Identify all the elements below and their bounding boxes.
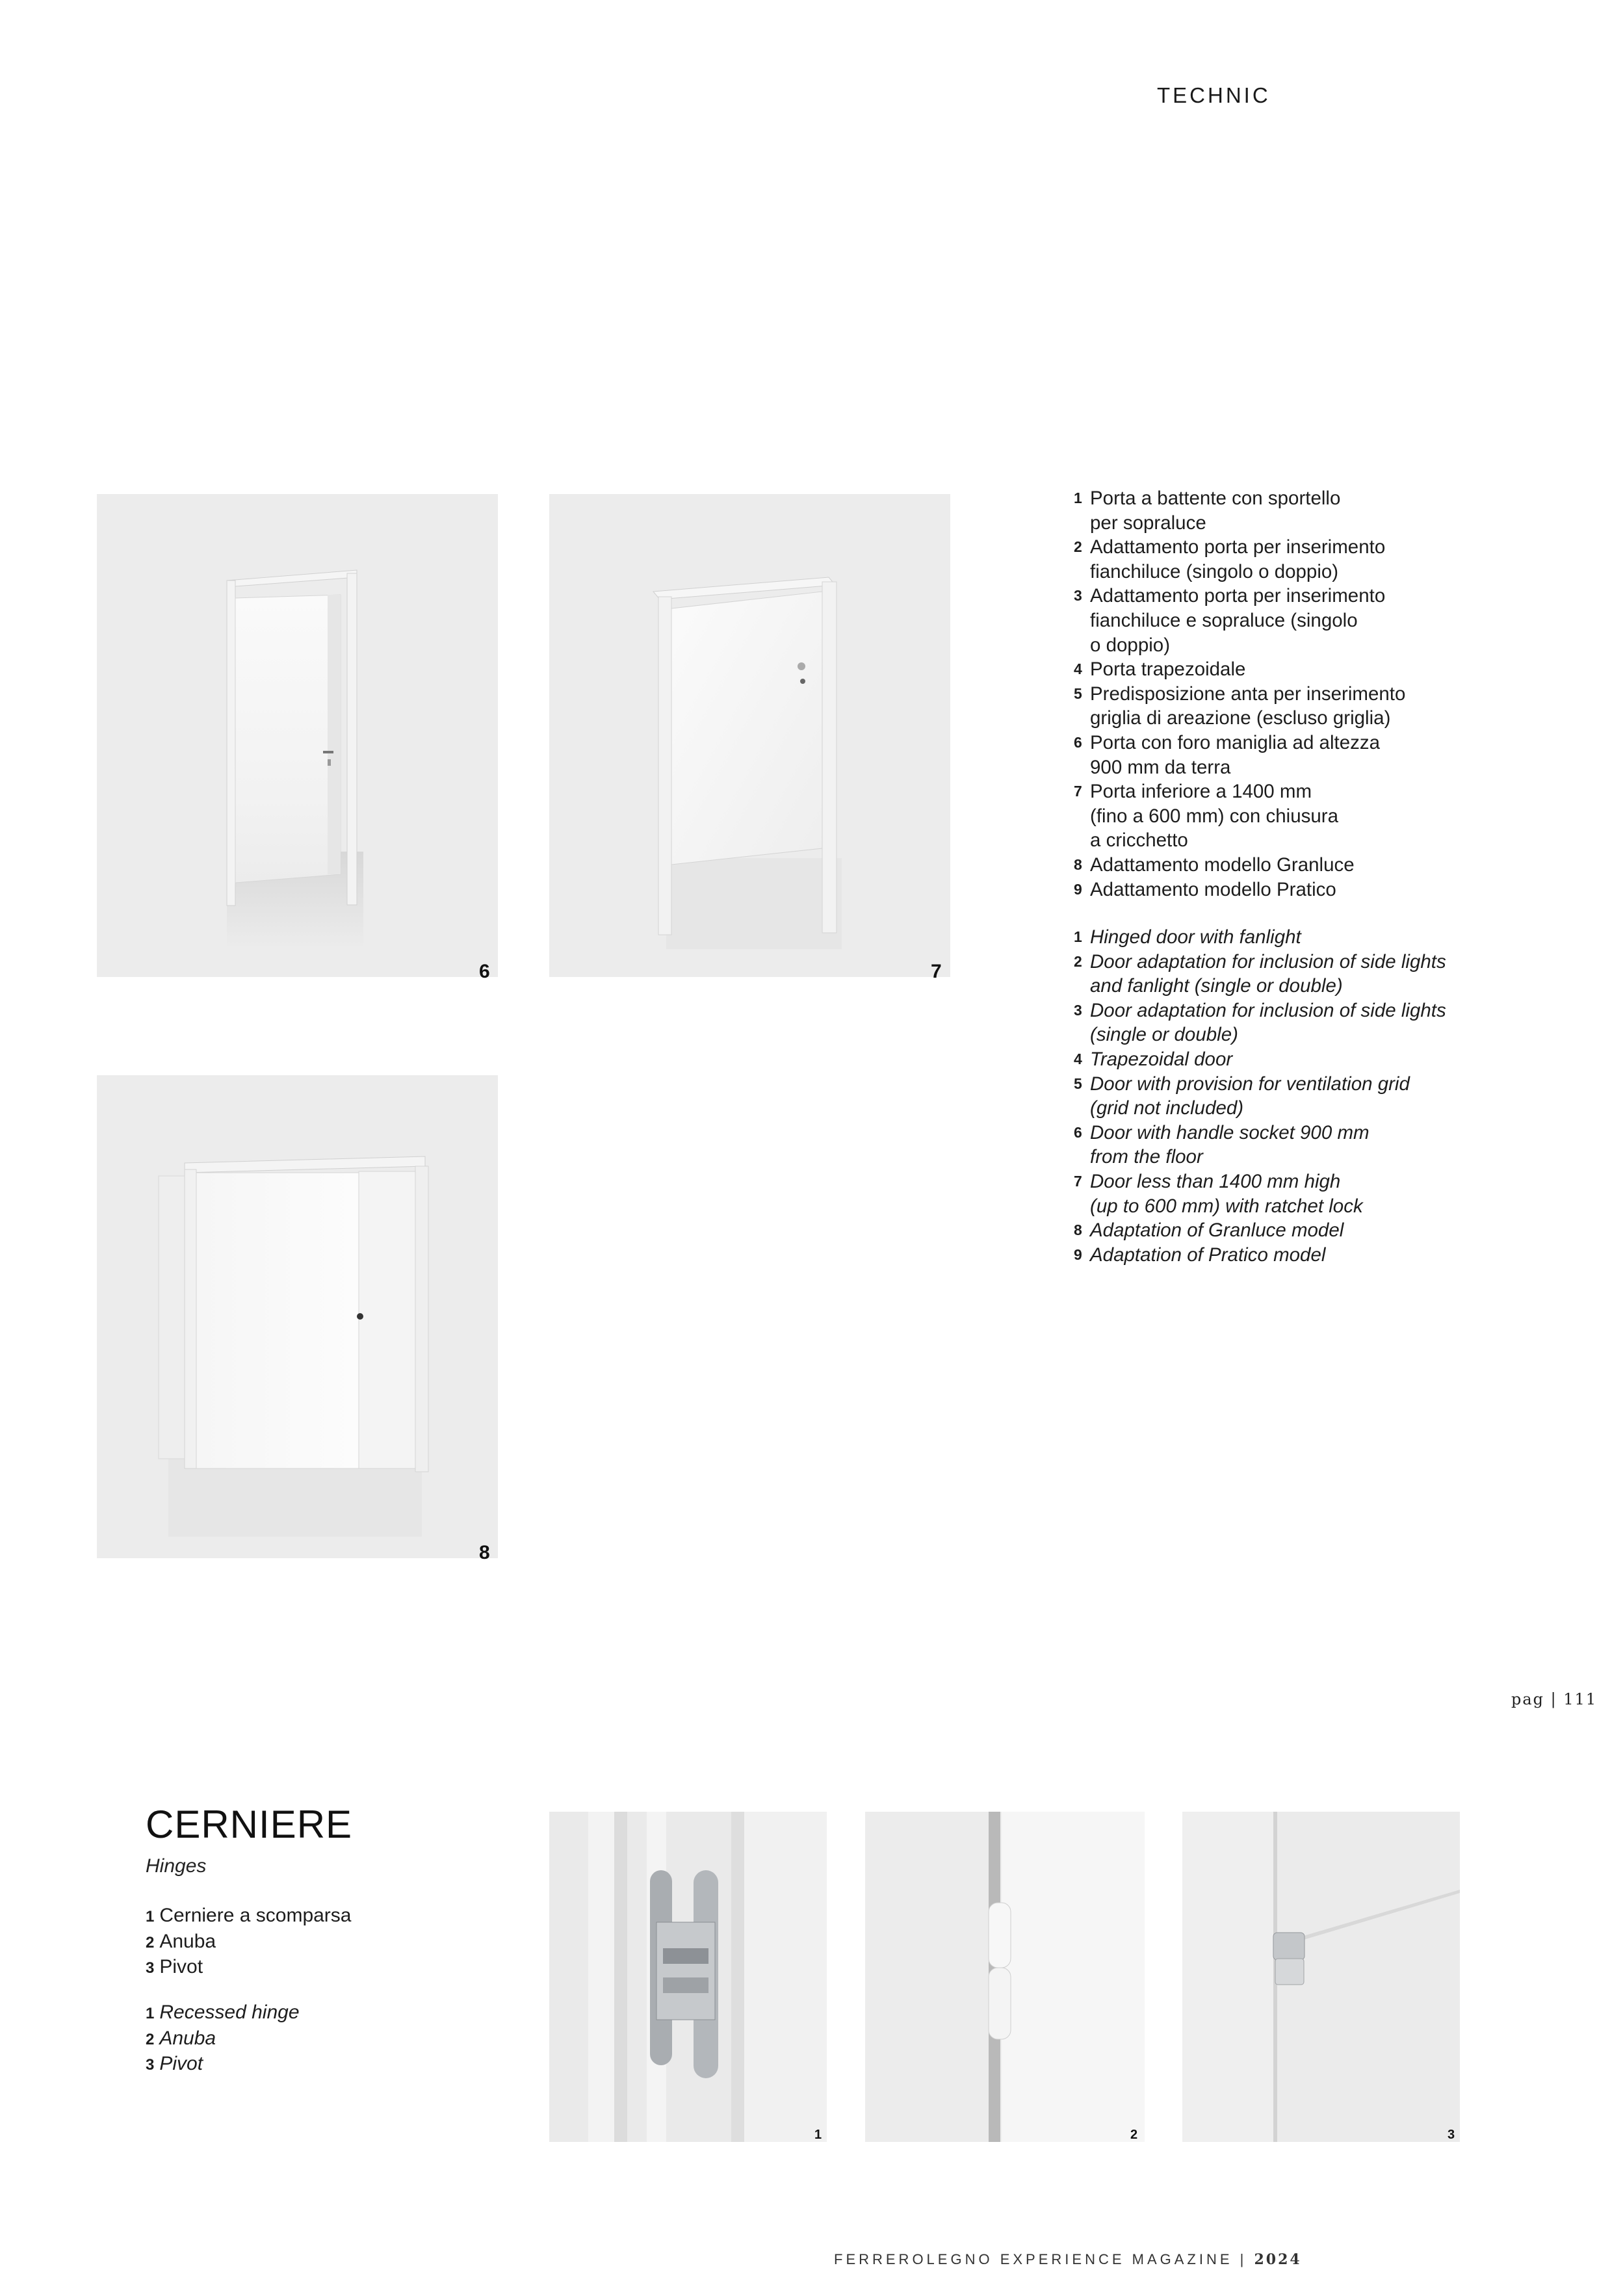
options-list-english <box>1074 925 1446 1267</box>
list-item: 9 Adaptation of Pratico model <box>1074 1244 1326 1266</box>
list-item: 2 Anuba <box>146 2027 216 2049</box>
door-illustration-open <box>97 494 498 977</box>
list-item: 4 Trapezoidal door <box>1074 1048 1233 1070</box>
pivot-hinge-illustration <box>1182 1812 1460 2142</box>
section-label: TECHNIC <box>1157 83 1271 107</box>
list-item: 3 Adattamento porta per inserimento fianchiluce e sopraluce (singolo o doppio) <box>1074 585 1386 656</box>
hinge-photo-number-2: 2 <box>1130 2128 1138 2142</box>
recessed-hinge-illustration <box>549 1812 827 2142</box>
list-item: 5 Door with provision for ventilation grid (grid not included) <box>1074 1073 1410 1119</box>
list-item: 6 Door with handle socket 900 mm from the floor <box>1074 1121 1370 1168</box>
hinge-photo-recessed <box>549 1812 827 2142</box>
photo-number-7: 7 <box>931 961 942 982</box>
list-item: 1 Hinged door with fanlight <box>1074 926 1301 948</box>
anuba-hinge-illustration <box>865 1812 1145 2142</box>
list-item: 8 Adaptation of Granluce model <box>1074 1220 1344 1242</box>
hinges-subtitle: Hinges <box>146 1855 207 1877</box>
hinges-title: CERNIERE <box>146 1803 353 1846</box>
list-item: 9 Adattamento modello Pratico <box>1074 878 1336 900</box>
list-item: 4 Porta trapezoidale <box>1074 659 1246 681</box>
list-item: 2 Adattamento porta per inserimento fianchiluce (singolo o doppio) <box>1074 536 1386 582</box>
hinge-photo-anuba <box>865 1812 1145 2142</box>
hinges-list-italian <box>146 1903 351 1981</box>
footer-separator: | <box>1240 2251 1247 2267</box>
list-item: 2 Door adaptation for inclusion of side lights and fanlight (single or double) <box>1074 950 1446 997</box>
list-item: 2 Anuba <box>146 1930 216 1952</box>
door-photo-6 <box>97 494 498 977</box>
hinge-photo-pivot <box>1182 1812 1460 2142</box>
list-item: 1 Recessed hinge <box>146 2002 300 2023</box>
page-number: pag | 111 <box>1511 1690 1598 1708</box>
photo-number-6: 6 <box>479 961 490 982</box>
list-item: 3 Door adaptation for inclusion of side lights (single or double) <box>1074 999 1446 1046</box>
door-photo-8 <box>97 1075 498 1558</box>
door-photo-7 <box>549 494 950 977</box>
list-item: 3 Pivot <box>146 2053 203 2074</box>
list-item: 7 Porta inferiore a 1400 mm (fino a 600 mm) con chiusura a cricchetto <box>1074 781 1339 852</box>
list-item: 3 Pivot <box>146 1956 203 1977</box>
magazine-year: 2024 <box>1254 2251 1302 2268</box>
list-item: 6 Porta con foro maniglia ad altezza 900 mm da terra <box>1074 731 1381 778</box>
list-item: 7 Door less than 1400 mm high (up to 600 mm) with ratchet lock <box>1074 1170 1363 1217</box>
list-item: 1 Porta a battente con sportello per sopraluce <box>1074 488 1341 534</box>
door-illustration-low <box>549 494 950 977</box>
magazine-footer <box>834 2251 1302 2268</box>
list-item: 5 Predisposizione anta per inserimento griglia di areazione (escluso griglia) <box>1074 683 1406 729</box>
list-item: 8 Adattamento modello Granluce <box>1074 854 1355 876</box>
options-list-italian <box>1074 486 1405 902</box>
hinge-photo-number-1: 1 <box>814 2128 822 2142</box>
door-illustration-sliding <box>97 1075 498 1558</box>
photo-number-8: 8 <box>479 1542 490 1563</box>
list-item: 1 Cerniere a scomparsa <box>146 1905 352 1926</box>
hinge-photo-number-3: 3 <box>1448 2128 1455 2142</box>
magazine-name: FERREROLEGNO EXPERIENCE MAGAZINE <box>834 2251 1233 2267</box>
hinges-list-english <box>146 2000 300 2078</box>
